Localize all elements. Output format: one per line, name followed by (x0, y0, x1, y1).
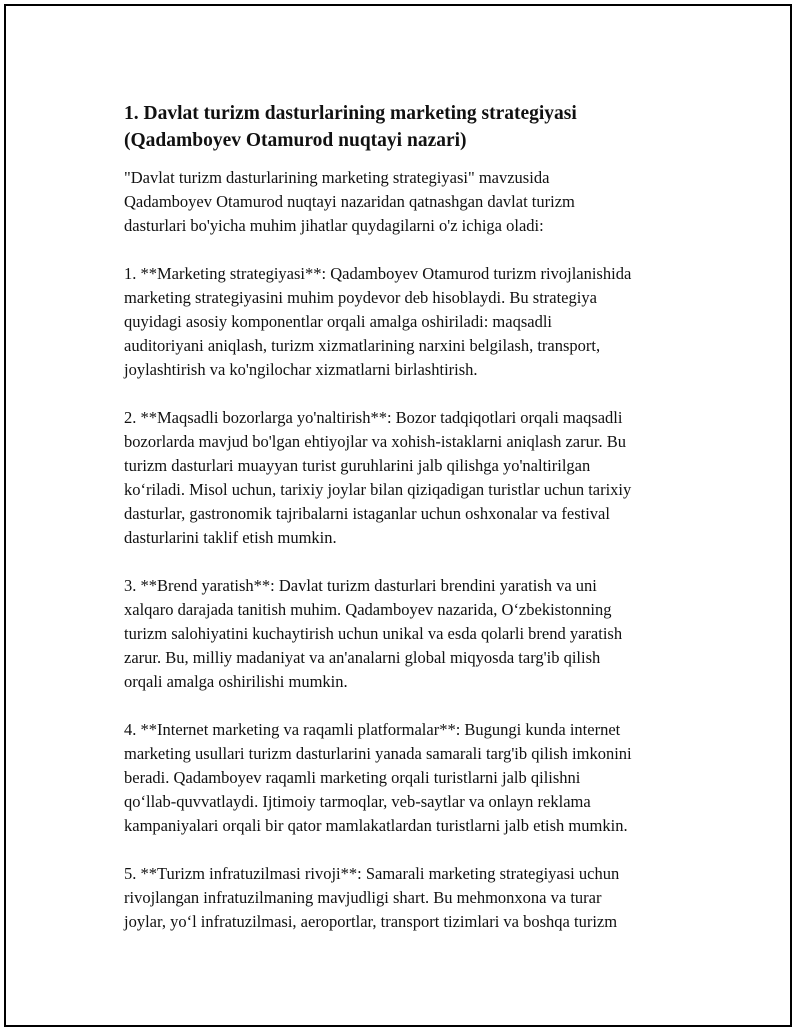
title-line-2: (Qadamboyev Otamurod nuqtayi nazari) (124, 130, 467, 151)
paragraph-brand-creation: 3. **Brend yaratish**: Davlat turizm dasturlari brendini yaratish va uni xalqaro darajada tanitish muhim. Qadamboyev nazarida, O‘zbekistonning turizm salohiyatini kuchaytirish uchun unikal va esda qolarli brend yaratish zarur. Bu, milliy madaniyat va an'analarni global miqyosda targ'ib qilish orqali amalga oshirilishi mumkin. (124, 576, 623, 691)
intro-paragraph: "Davlat turizm dasturlarining marketing strategiyasi" mavzusida Qadamboyev Otamurod nuqtayi nazaridan qatnashgan davlat turizm dasturlari bo'yicha muhim jihatlar quydagilarni o'z ichiga oladi: (124, 168, 575, 235)
paragraph-target-markets: 2. **Maqsadli bozorlarga yo'naltirish**: Bozor tadqiqotlari orqali maqsadli bozorlarda mavjud bo'lgan ehtiyojlar va xohish-istaklarni aniqlash zarur. Bu turizm dasturlari muayyan turist guruhlarini jalb qilishga yo'naltirilgan ko‘riladi. Misol uchun, tarixiy joylar bilan qiziqadigan turistlar uchun tarixiy dasturlar, gastronomik tajribalarni istaganlar uchun oshxonalar va festival dasturlarini taklif etish mumkin. (124, 408, 632, 547)
document-body (124, 100, 704, 958)
paragraph-marketing-strategy: 1. **Marketing strategiyasi**: Qadamboyev Otamurod turizm rivojlanishida marketing strategiyasini muhim poydevor deb hisoblaydi. Bu strategiya quyidagi asosiy komponentlar orqali amalga oshiriladi: maqsadli auditoriyani aniqlash, turizm xizmatlarining narxini belgilash, transport, joylashtirish va ko'ngilochar xizmatlarni birlashtirish. (124, 264, 632, 379)
title-line-1: 1. Davlat turizm dasturlarining marketing strategiyasi (124, 103, 577, 124)
paragraph-internet-marketing: 4. **Internet marketing va raqamli platformalar**: Bugungi kunda internet marketing usullari turizm dasturlarini yanada samarali targ'ib qilish imkonini beradi. Qadamboyev raqamli marketing orqali turistlarni jalb qilishni qo‘llab-quvvatlaydi. Ijtimoiy tarmoqlar, veb-saytlar va onlayn reklama kampaniyalari orqali bir qator mamlakatlardan turistlarni jalb etish mumkin. (124, 720, 632, 835)
paragraph-tourism-infrastructure: 5. **Turizm infratuzilmasi rivoji**: Samarali marketing strategiyasi uchun rivojlangan infratuzilmaning mavjudligi shart. Bu mehmonxona va turar joylar, yo‘l infratuzilmasi, aeroportlar, transport tizimlari va boshqa turizm (124, 864, 620, 931)
document-title (124, 100, 704, 154)
page-frame (4, 4, 792, 1027)
